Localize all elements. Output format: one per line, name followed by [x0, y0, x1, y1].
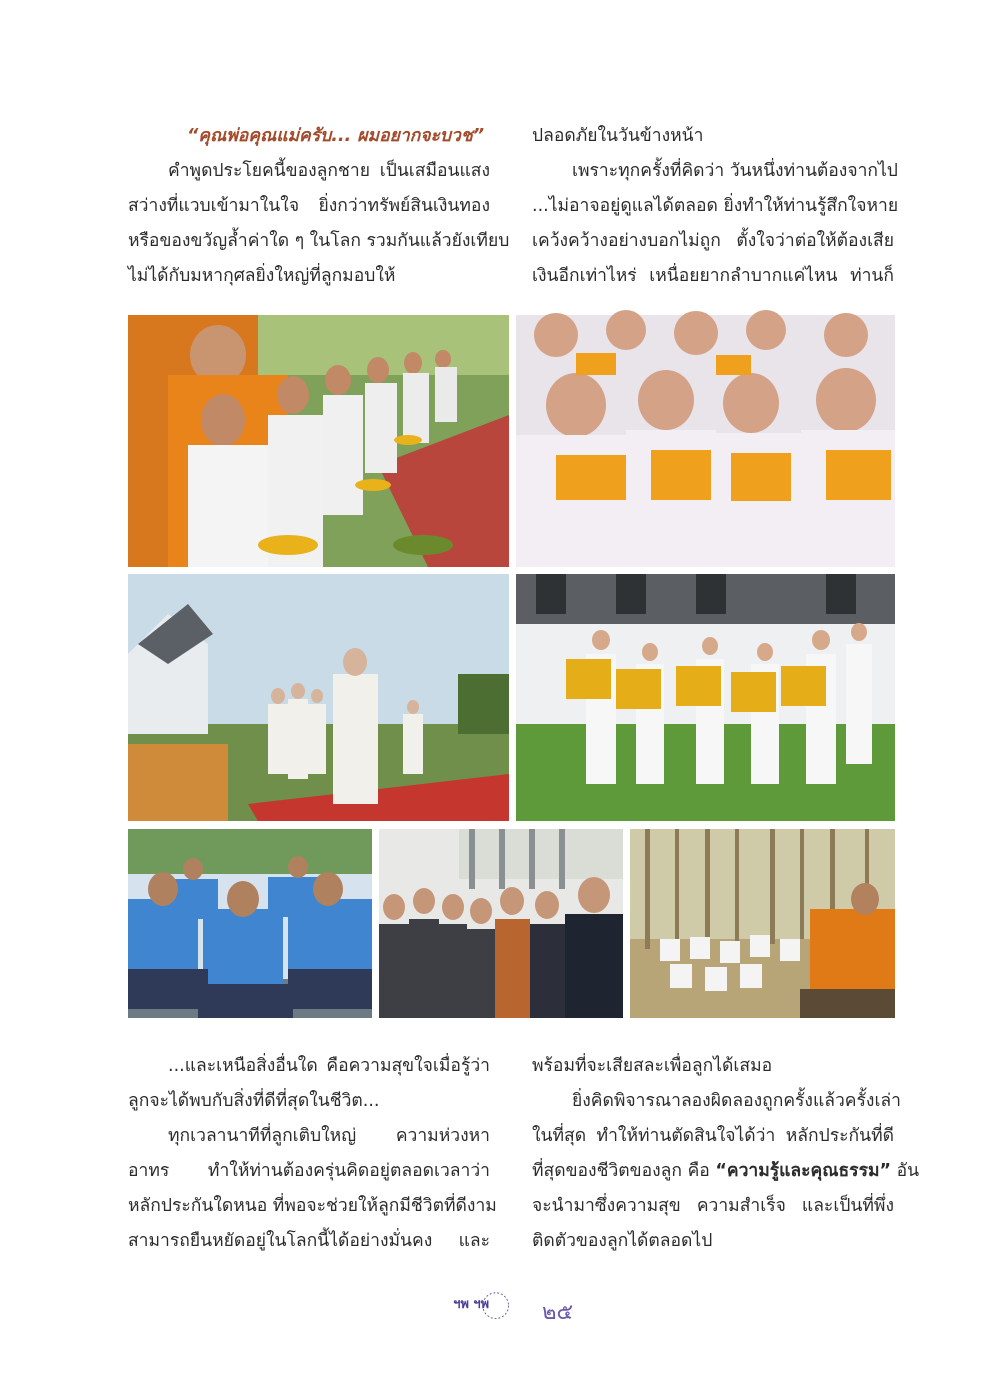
paragraph-line: สว่างที่แวบเข้ามาในใจ ยิ่งกว่าทรัพย์สินเงินทอง — [128, 196, 490, 216]
emphasis-knowledge-virtue: “ความรู้และคุณธรรม” — [715, 1161, 892, 1181]
paragraph-line: อาทร ทำให้ท่านต้องครุ่นคิดอยู่ตลอดเวลาว่า — [128, 1161, 490, 1181]
paragraph-line: หลักประกันใดหนอ ที่พอจะช่วยให้ลูกมีชีวิตที่ดีงาม — [128, 1196, 497, 1216]
paragraph-line: สามารถยืนหยัดอยู่ในโลกนี้ได้อย่างมั่นคง และ — [128, 1231, 490, 1251]
paragraph-line: ...และเหนือสิ่งอื่นใด คือความสุขใจเมื่อรู้ว่า — [168, 1056, 490, 1076]
paragraph-line: จะนำมาซึ่งความสุข ความสำเร็จ และเป็นที่พึ่ง — [532, 1196, 894, 1216]
text-column-top-left — [128, 119, 510, 294]
footer-logo-mark — [452, 1282, 542, 1328]
paragraph-segment: อัน — [891, 1161, 920, 1181]
text-column-top-right — [532, 119, 899, 294]
photo-students-meditating — [128, 829, 372, 1018]
photo-offering-procession — [516, 574, 895, 821]
photo-ordination-ceremony — [128, 315, 509, 567]
paragraph-line: ...ไม่อาจอยู่ดูแลได้ตลอด ยิ่งทำให้ท่านรู้สึกใจหาย — [532, 196, 899, 216]
paragraph-line: หรือของขวัญล้ำค่าใด ๆ ในโลก รวมกันแล้วยังเทียบ — [128, 231, 510, 251]
footer-logo-text: ฯพ ฯพ — [453, 1297, 490, 1313]
paragraph-line — [532, 1154, 920, 1189]
paragraph-line: ไม่ได้กับมหากุศลยิ่งใหญ่ที่ลูกมอบให้ — [128, 266, 396, 286]
paragraph-line: เคว้งคว้างอย่างบอกไม่ถูก ตั้งใจว่าต่อให้ต้องเสีย — [532, 231, 894, 251]
heading-quote: “คุณพ่อคุณแม่ครับ... ผมอยากจะบวช” — [187, 126, 484, 146]
text-column-bottom-right — [532, 1049, 920, 1259]
paragraph-line: พร้อมที่จะเสียสละเพื่อลูกได้เสมอ — [532, 1056, 773, 1076]
text-column-bottom-left — [128, 1049, 497, 1259]
paragraph-line: เพราะทุกครั้งที่คิดว่า วันหนึ่งท่านต้องจากไป — [572, 161, 898, 181]
photo-forest-teaching — [630, 829, 895, 1018]
paragraph-line: ยิ่งคิดพิจารณาลองผิดลองถูกครั้งแล้วครั้งเล่า — [572, 1091, 901, 1111]
paragraph-segment: ที่สุดของชีวิตของลูก คือ — [532, 1161, 716, 1181]
paragraph-line: ในที่สุด ทำให้ท่านตัดสินใจได้ว่า หลักประกันที่ดี — [532, 1126, 894, 1146]
paragraph-line: เงินอีกเท่าไหร่ เหนื่อยยากลำบากแค่ไหน ท่านก็ — [532, 266, 894, 286]
paragraph-line: ติดตัวของลูกได้ตลอดไป — [532, 1231, 713, 1251]
page-number: ๒๕ — [542, 1300, 574, 1325]
paragraph-line: คำพูดประโยคนี้ของลูกชาย เป็นเสมือนแสง — [168, 161, 490, 181]
paragraph-line: ลูกจะได้พบกับสิ่งที่ดีที่สุดในชีวิต... — [128, 1091, 380, 1111]
photo-novices-praying — [516, 315, 895, 567]
photo-students-lined-up — [379, 829, 623, 1018]
paragraph-line: ปลอดภัยในวันข้างหน้า — [532, 126, 704, 146]
paragraph-line: ทุกเวลานาทีที่ลูกเติบใหญ่ ความห่วงหา — [168, 1126, 490, 1146]
photo-white-robed-procession — [128, 574, 509, 821]
